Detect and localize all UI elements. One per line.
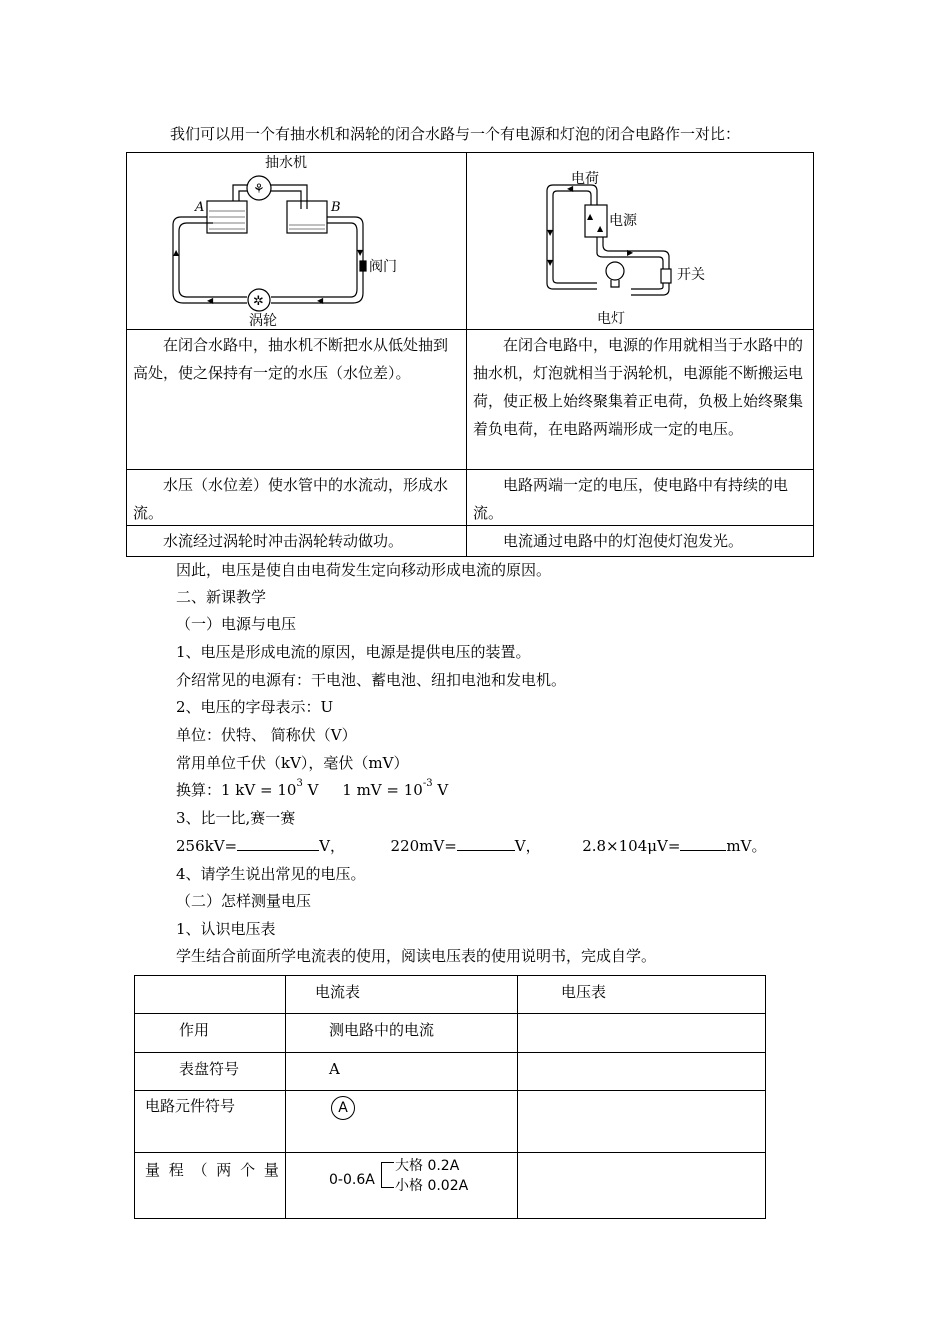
valve-label: 阀门 (369, 259, 397, 275)
line-11: 学生结合前面所学电流表的使用，阅读电压表的使用说明书，完成自学。 (176, 947, 657, 965)
b-label: B (331, 200, 341, 215)
svg-text:▲: ▲ (597, 224, 604, 233)
line-9: 4、请学生说出常见的电压。 (176, 865, 366, 883)
pump-label: 抽水机 (265, 155, 307, 171)
a-label: A (195, 200, 205, 215)
circuit-row-2: 电路两端一定的电压，使电路中有持续的电流。 (473, 476, 789, 522)
water-circuit-figure (167, 155, 427, 327)
source-label: 电源 (609, 213, 637, 229)
row-symbol-label: 电路元件符号 (145, 1097, 236, 1115)
svg-text:▲: ▲ (587, 212, 594, 221)
row-function-ammeter: 测电路中的电流 (329, 1021, 435, 1039)
water-row-2: 水压（水位差）使水管中的水流动，形成水流。 (133, 476, 449, 522)
range-value: 0-0.6A (329, 1172, 375, 1188)
svg-text:▼: ▼ (357, 248, 364, 257)
range-small-division: 小格 0.02A (395, 1178, 469, 1194)
conversion-line: 换算：1 kV = $10^3$ V 1 mV = $10^{-3}$ V (176, 778, 449, 799)
svg-text:▼: ▼ (547, 258, 554, 267)
circuit-row-1: 在闭合电路中，电源的作用就相当于水路中的抽水机，灯泡就相当于涡轮机，电源能不断搬运电荷，使正极上始终聚集着正电荷，负极上始终聚集着负电荷，在电路两端形成一定的电压。 (473, 336, 804, 438)
subsection-1: （一）电源与电压 (176, 615, 297, 633)
svg-text:⚘: ⚘ (253, 182, 265, 197)
row-dial-label: 表盘符号 (179, 1060, 240, 1078)
conclusion: 因此，电压是使自由电荷发生定向移动形成电流的原因。 (176, 561, 552, 579)
electric-circuit-figure (527, 165, 747, 327)
line-7: 3、比一比,赛一赛 (176, 809, 296, 827)
line-5: 常用单位千伏（kV），毫伏（mV） (176, 754, 409, 772)
meter-table (134, 975, 766, 1219)
row-dial-ammeter: A (329, 1060, 340, 1078)
line-1: 1、电压是形成电流的原因，电源是提供电压的装置。 (176, 643, 531, 661)
line-10: 1、认识电压表 (176, 920, 276, 938)
svg-text:◀: ◀ (207, 296, 214, 305)
section-heading: 二、新课教学 (176, 588, 267, 606)
line-2: 介绍常见的电源有：干电池、蓄电池、纽扣电池和发电机。 (176, 671, 567, 689)
svg-text:✲: ✲ (253, 294, 264, 309)
row-function-label: 作用 (179, 1021, 210, 1039)
svg-text:◀: ◀ (567, 184, 574, 193)
comparison-table (126, 152, 814, 557)
switch-label: 开关 (677, 267, 705, 283)
svg-text:▶: ▶ (627, 248, 634, 257)
header-ammeter: 电流表 (315, 983, 361, 1001)
water-row-1: 在闭合水路中，抽水机不断把水从低处抽到高处，使之保持有一定的水压（水位差）。 (133, 336, 449, 382)
svg-text:▲: ▲ (173, 248, 180, 257)
row-range-label: 量 程 （ 两 个 量 (145, 1161, 281, 1179)
circuit-row-3: 电流通过电路中的灯泡使灯泡发光。 (503, 532, 744, 550)
intro-text: 我们可以用一个有抽水机和涡轮的闭合水路与一个有电源和灯泡的闭合电路作一对比： (170, 125, 741, 143)
ammeter-symbol: A (331, 1096, 355, 1120)
water-row-3: 水流经过涡轮时冲击涡轮转动做功。 (163, 532, 404, 550)
line-3: 2、电压的字母表示：U (176, 698, 334, 716)
lamp-label: 电灯 (597, 311, 625, 327)
range-big-division: 大格 0.2A (395, 1158, 460, 1174)
line-4: 单位：伏特、 简称伏（V） (176, 726, 357, 744)
charge-label: 电荷 (571, 171, 599, 187)
subsection-2: （二）怎样测量电压 (176, 892, 312, 910)
svg-text:◀: ◀ (317, 296, 324, 305)
turbine-label: 涡轮 (249, 313, 277, 327)
exercise-line: 256kV= V， 220mV= V， 2.8×104μV= mV。 (176, 837, 767, 855)
svg-text:▼: ▼ (547, 228, 554, 237)
header-voltmeter: 电压表 (561, 983, 607, 1001)
